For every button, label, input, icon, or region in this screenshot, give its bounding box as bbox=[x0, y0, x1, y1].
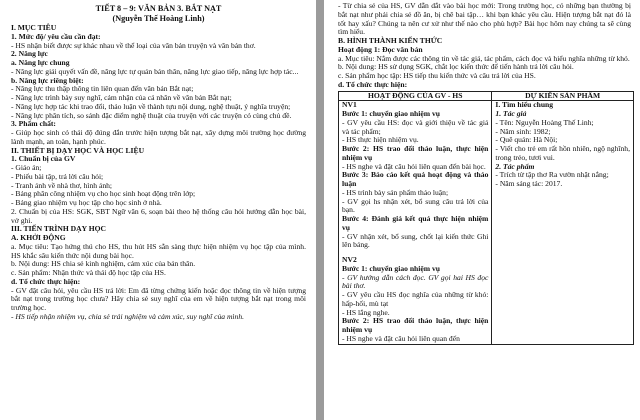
lesson-title: TIẾT 8 – 9: VĂN BẢN 3. BẮT NẠT bbox=[95, 4, 222, 13]
text-line: d. Tổ chức thực hiện: bbox=[338, 79, 408, 89]
text-line: 1. Mức độ/ yêu cầu cần đạt: bbox=[11, 31, 101, 41]
text-line: 1. Chuẩn bị của GV bbox=[11, 154, 76, 164]
table-cell-activities bbox=[339, 101, 492, 344]
text-line: 3. Phẩm chất: bbox=[11, 119, 56, 129]
text-line: - Tranh ảnh về nhà thơ, hình ảnh; bbox=[11, 180, 113, 190]
table-text-line: - HS lắng nghe. bbox=[342, 307, 390, 317]
table-text-line: Bước 2: HS trao đổi thảo luận, thực hiện nhiệm vụ bbox=[342, 316, 489, 334]
table-header-row bbox=[339, 91, 634, 101]
table-text-line: Bước 1: chuyển giao nhiệm vụ bbox=[342, 263, 440, 273]
activity-table bbox=[338, 91, 634, 345]
text-line: - HS nhận biết được sự khác nhau về thể loại của văn bản truyện và văn bản thơ. bbox=[11, 40, 256, 50]
text-line: - Bảng giao nhiệm vụ học tập cho học sinh ở nhà. bbox=[11, 198, 162, 207]
table-text-line: 1. Tác giả bbox=[495, 109, 527, 118]
table-text-line: - GV hướng dẫn cách đọc. GV gọi hai HS đọc bài thơ. bbox=[342, 272, 489, 291]
text-line: II. THIẾT BỊ DẠY HỌC VÀ HỌC LIỆU bbox=[11, 145, 145, 155]
text-line: - Bảng phân công nhiệm vụ cho học sinh hoạt động trên lớp; bbox=[11, 189, 196, 199]
document-page-right bbox=[324, 0, 640, 420]
table-text-line: - HS thực hiện nhiệm vụ. bbox=[342, 135, 419, 145]
table-text-line: - HS trình bày sản phẩm thảo luận; bbox=[342, 187, 449, 197]
text-line: A. KHỞI ĐỘNG bbox=[11, 233, 66, 242]
table-text-line: - GV yêu cầu HS đọc nghĩa của những từ khó: hấp-hối, mù tạt bbox=[342, 290, 489, 308]
table-text-line: - Quê quán: Hà Nội; bbox=[495, 135, 558, 145]
lesson-author: (Nguyễn Thế Hoàng Linh) bbox=[112, 13, 205, 23]
table-text-line: I. Tìm hiểu chung bbox=[495, 100, 554, 110]
table-text-line: - GV yêu cầu HS: đọc và giới thiệu về tác giả và tác phẩm; bbox=[342, 117, 489, 136]
text-line: a. Mục tiêu: Tạo hứng thú cho HS, thu hút HS sẵn sàng thực hiện nhiệm vụ học tập của mình. HS khắc sâu kiến thức nội dung bài học. bbox=[11, 241, 306, 260]
table-text-line: 2. Tác phẩm bbox=[495, 161, 535, 171]
text-line: a. Mục tiêu: Nắm được các thông tin về tác giả, tác phẩm, cách đọc và hiểu nghĩa những từ khó. bbox=[338, 53, 630, 63]
text-line: B. HÌNH THÀNH KIẾN THỨC bbox=[338, 36, 443, 45]
text-line: - Năng lực trình bày suy nghĩ, cảm nhận của cá nhân về văn bản Bắt nạt; bbox=[11, 93, 232, 102]
text-line: - Năng lực giải quyết vấn đề, năng lực tự quản bản thân, năng lực giao tiếp, năng lực hợp tác... bbox=[11, 66, 299, 76]
table-text-line: - Trích từ tập thơ Ra vườn nhặt nắng; bbox=[495, 170, 609, 180]
table-text-line: Bước 1: chuyển giao nhiệm vụ bbox=[342, 109, 440, 118]
text-line: a. Năng lực chung bbox=[11, 58, 70, 67]
text-line: - HS tiếp nhận nhiệm vụ, chia sẻ trải nghiệm và cảm xúc, suy nghĩ của mình. bbox=[11, 311, 245, 321]
table-header-teacher-student: HOẠT ĐỘNG CỦA GV - HS bbox=[339, 91, 492, 101]
text-line: b. Nội dung: HS chia sẻ kinh nghiệm, cảm xúc của bản thân. bbox=[11, 259, 196, 269]
table-text-line: - GV gọi hs nhận xét, bổ sung câu trả lời của bạn. bbox=[342, 196, 489, 215]
table-text-line: - Năm sáng tác: 2017. bbox=[495, 179, 563, 188]
text-line: - Từ chia sẻ của HS, GV dẫn dắt vào bài học mới: Trong trường học, có những bạn thường bị bắt nạt như phải chia sẻ đồ ăn, bị chê bai tập… khi bạn khác yêu cầu. Hiện tượng bắt nạt đó là tốt hay xấu? Chúng ta nên cư xử như thế nào cho phù hợp? Bài học hôm nay chúng ta sẽ cùng tìm hiểu. bbox=[338, 1, 631, 37]
text-line: b. Nội dung: HS sử dụng SGK, chắt lọc kiến thức để tiến hành trả lời câu hỏi. bbox=[338, 62, 574, 72]
table-text-line: - GV nhận xét, bổ sung, chốt lại kiến thức Ghi lên bảng. bbox=[342, 231, 489, 250]
table-cell-products bbox=[492, 101, 634, 344]
table-text-line: NV2 bbox=[342, 255, 357, 264]
text-line: 2. Năng lực bbox=[11, 49, 48, 59]
table-text-line: Bước 4: Đánh giá kết quả thực hiện nhiệm vụ bbox=[342, 214, 489, 232]
text-line: - Năng lực thu thập thông tin liên quan đến văn bản Bắt nạt; bbox=[11, 84, 194, 94]
text-line: Hoạt động 1: Đọc văn bản bbox=[338, 44, 423, 54]
table-text-line: - HS nghe và đặt câu hỏi liên quan đến bài học. bbox=[342, 161, 486, 171]
document-page-left bbox=[0, 0, 316, 420]
text-line: I. MỤC TIÊU bbox=[11, 23, 57, 32]
text-line: b. Năng lực riêng biệt: bbox=[11, 75, 84, 85]
table-text-line: - Tên: Nguyễn Hoàng Thế Linh; bbox=[495, 117, 594, 127]
table-text-line: - HS nghe và đặt câu hỏi liên quan đến bbox=[342, 333, 460, 343]
text-line: - GV đặt câu hỏi, yêu cầu HS trả lời: Em đã từng chứng kiến hoặc đọc thông tin về hiện tượng bắt nạt trong trường học chưa? Hãy chia sẻ suy nghĩ của em về hiện tượng bắt nạt trong môi trường học. bbox=[11, 285, 306, 312]
text-line: - Giúp học sinh có thái độ đúng đắn trước hiện tượng bắt nạt, xây dựng môi trường học đường lành mạnh, an toàn, hạnh phúc. bbox=[11, 128, 306, 146]
left-body-text bbox=[11, 24, 306, 322]
table-row bbox=[339, 101, 634, 344]
text-line: c. Sản phẩm: Nhận thức và thái độ học tập của HS. bbox=[11, 268, 166, 277]
text-line: - Năng lực hợp tác khi trao đổi, thảo luận về thành tựu nội dung, nghệ thuật, ý nghĩa truyện; bbox=[11, 101, 291, 111]
right-body-text bbox=[338, 2, 631, 90]
text-line: - Giáo án; bbox=[11, 163, 42, 172]
text-line: c. Sản phẩm học tập: HS tiếp thu kiến thức và câu trả lời của HS. bbox=[338, 71, 536, 80]
table-text-line: - Viết cho trẻ em rất hồn nhiên, ngộ nghĩnh, trong trẻo, tươi vui. bbox=[495, 144, 630, 162]
text-line: - Phiếu bài tập, trả lời câu hỏi; bbox=[11, 171, 104, 181]
table-header-expected-product: DỰ KIẾN SẢN PHẨM bbox=[492, 91, 634, 101]
table-text-line: Bước 3: Báo cáo kết quả hoạt động và thảo luận bbox=[342, 170, 489, 188]
text-line: 2. Chuẩn bị của HS: SGK, SBT Ngữ văn 6, soạn bài theo hệ thống câu hỏi hướng dẫn học bài, vở ghi. bbox=[11, 206, 306, 225]
table-text-line: NV1 bbox=[342, 100, 357, 110]
table-text-line: - Năm sinh: 1982; bbox=[495, 126, 551, 136]
text-line: III. TIẾN TRÌNH DẠY HỌC bbox=[11, 224, 107, 234]
text-line: d. Tổ chức thực hiện: bbox=[11, 276, 81, 286]
text-line: - Năng lực phân tích, so sánh đặc điểm nghệ thuật của truyện với các truyện có cùng chủ đề. bbox=[11, 110, 292, 120]
table-text-line: Bước 2: HS trao đổi thảo luận, thực hiện nhiệm vụ bbox=[342, 144, 489, 162]
